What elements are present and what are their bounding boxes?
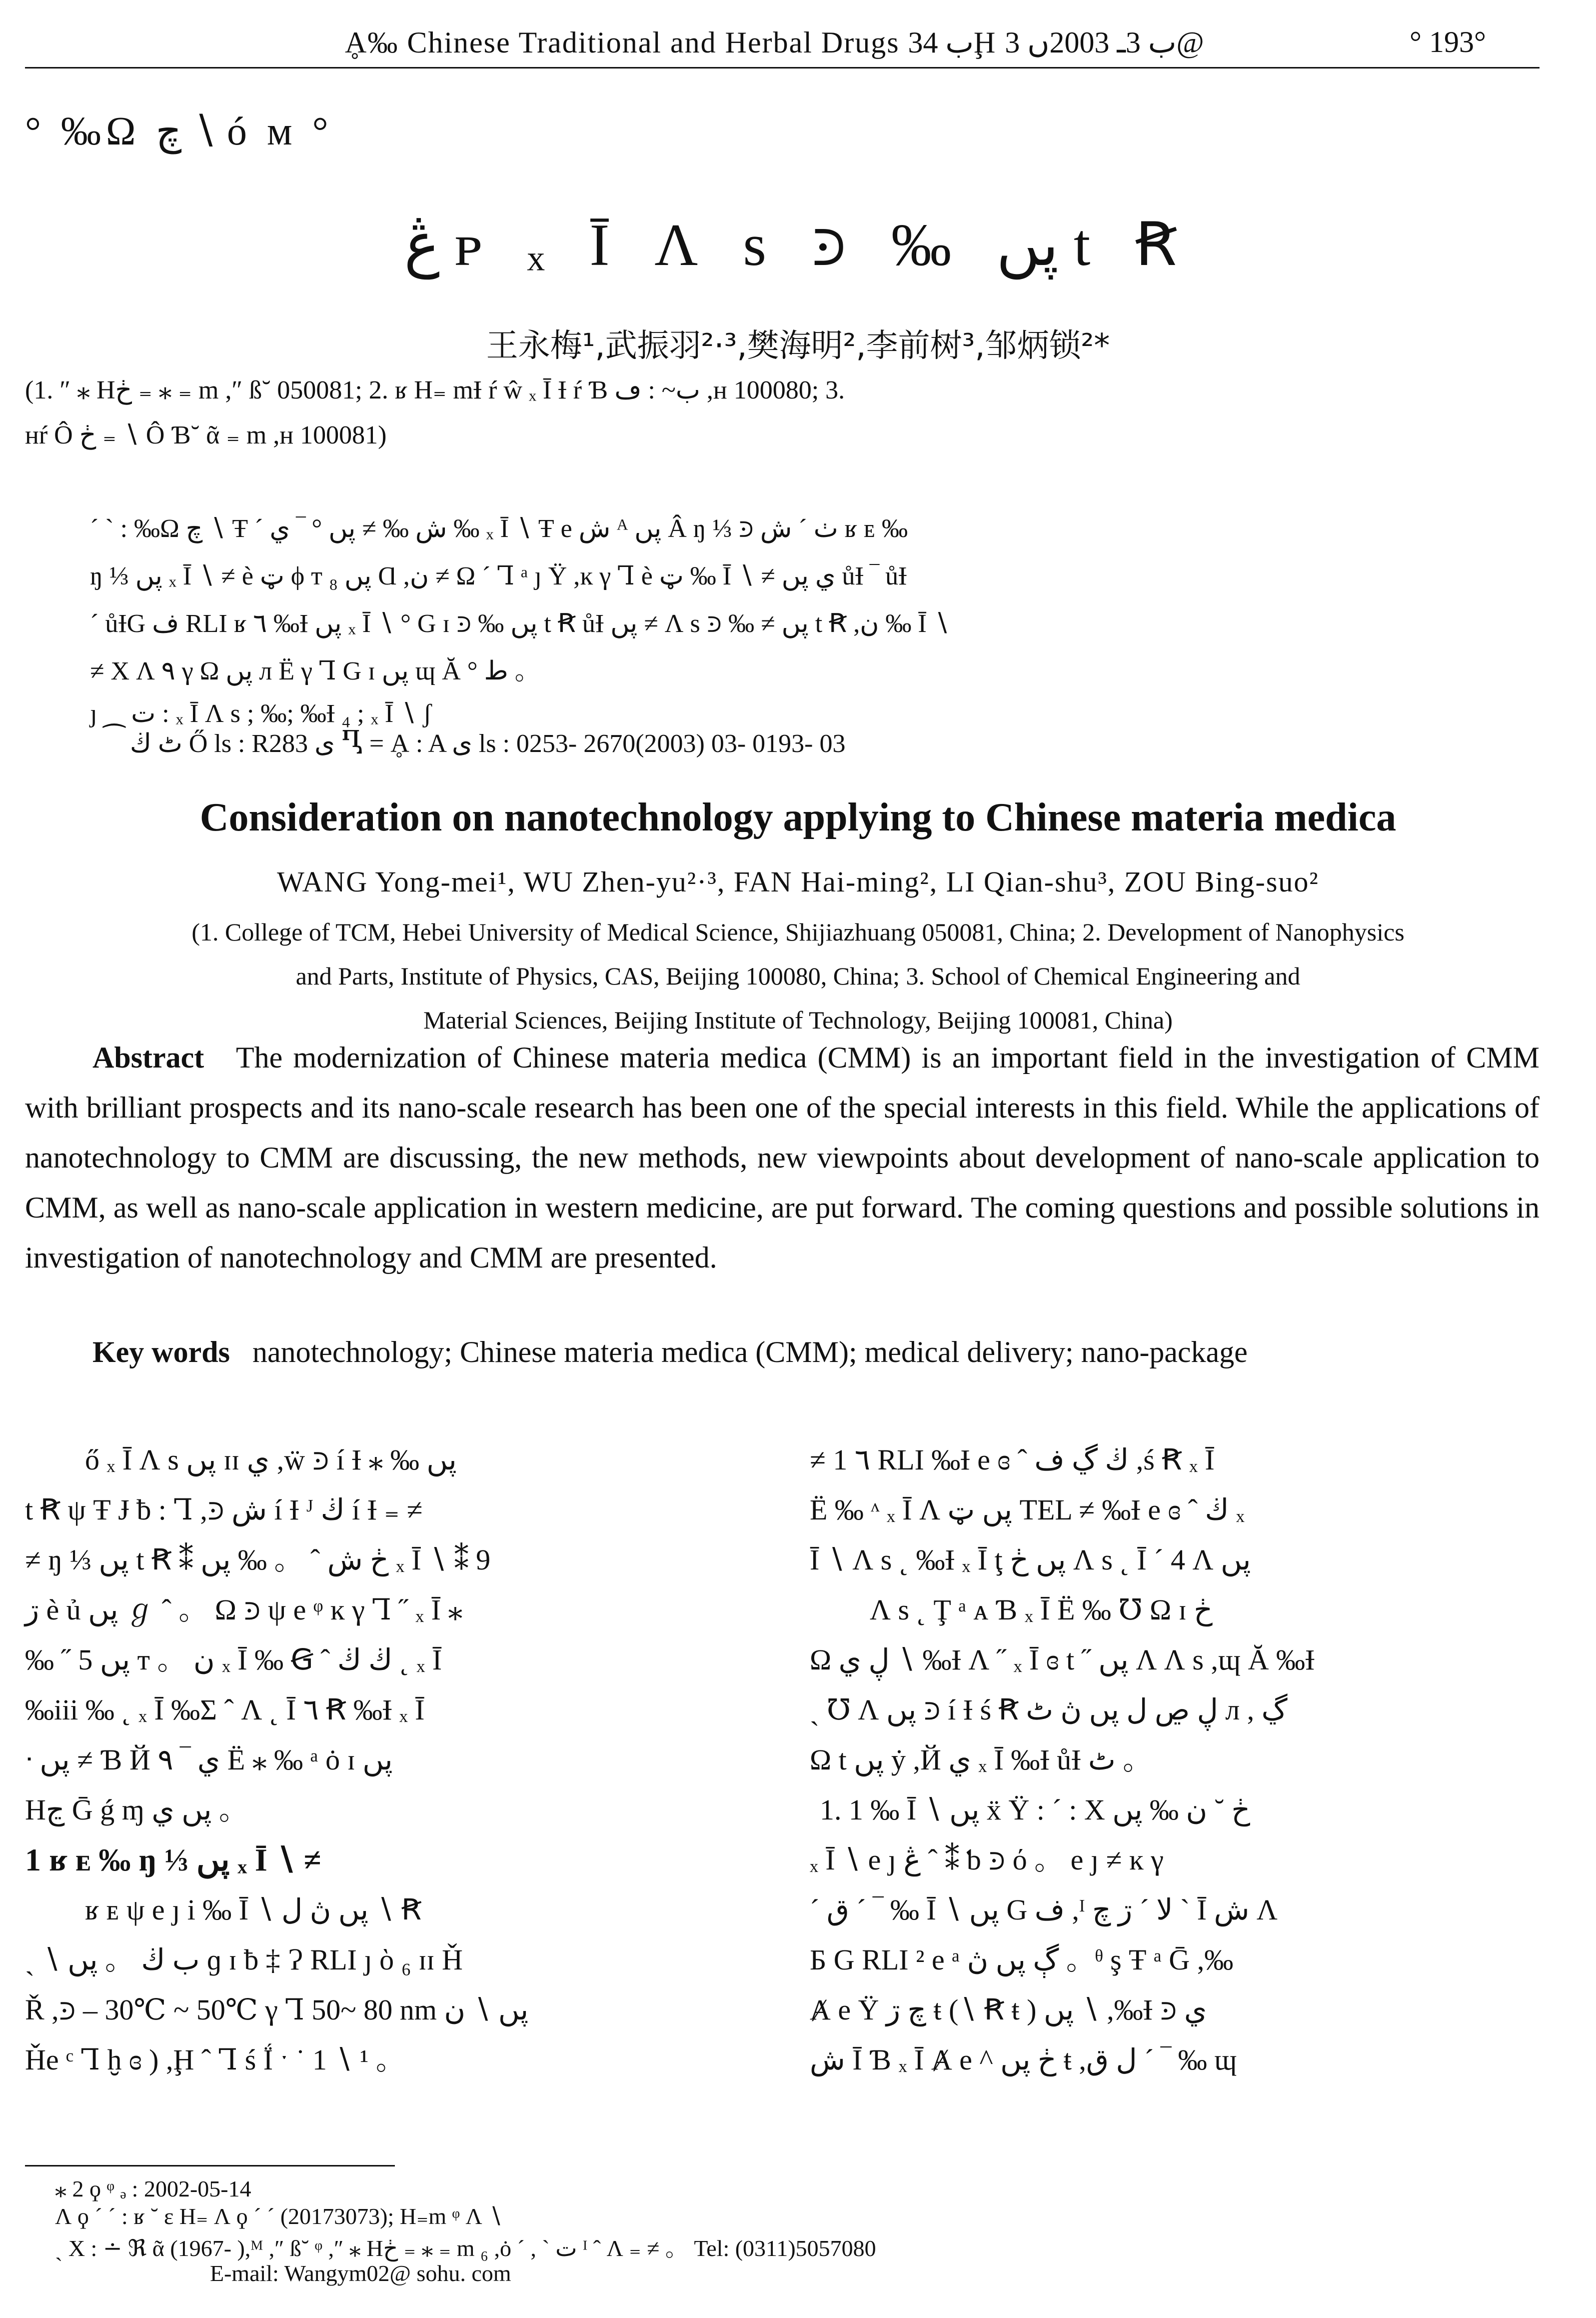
body-line: ‰ ˝ پں 5 т 。 ن ₓ Ī ‰ Ꞡ ˆ ڬ ڬ ˛ ₓ Ī <box>25 1644 442 1676</box>
body-line: ˏ ℧ Ʌ پں ⪾ í Ɨ ś Ꞧ ڸ ڝ ل پں ڽ ٹ л , ڲ <box>810 1694 1288 1726</box>
body-line: ő ₓ Ī Ʌ s پں ɪɪ ي ,ẅ ⪾ í Ɨ ⁎ ‰ پں <box>85 1444 457 1476</box>
body-line: ش Ī Ɓ ₓ Ī Ⱥ e ^ ڂ پں ŧ ,ل ق ˊ ‾ ‰ ɰ <box>810 2044 1237 2076</box>
zh-abstract-line: ≠ X Ʌ ٩ γ Ω پں л Ë γ Ꞁ G ɪ پں ɰ Ă ° ط 。 <box>90 657 541 686</box>
zh-keywords-line: ȷ ⁔ ت : ₓ Ī Ʌ s ; ‰; ‰Ɨ ₄ ; ₓ Ī ∖ ʃ <box>90 700 432 728</box>
subsection-heading: 1. 1 ‰ Ī ∖ پں ẍ Ÿ : ˊ : X ڂ ˘ ن ‰ پں <box>820 1794 1251 1826</box>
body-line: ʁ ᴇ ψ e ȷ i ‰ Ī ∖ پں ڽ ل ∖ Ꞧ <box>85 1894 422 1926</box>
body-line: Ƃ G RLI ² e ᵃ ڳ پں ڽ 。ᶿ ş Ŧ ᵃ Ḡ ,‰ <box>810 1944 1234 1976</box>
body-line: Ω ڸ ي ∖ ‰Ɨ Ʌ ˝ ₓ Ī ɞ t ˝ پں Ʌ Ʌ s ,ɰ Ă ‰Ɨ <box>810 1644 1315 1676</box>
body-line: Hڃ Ḡ ǵ ɱ پں ي 。 <box>25 1794 248 1826</box>
keywords <box>92 1335 1248 1370</box>
en-authors: WANG Yong-mei¹, WU Zhen-yu²·³, FAN Hai-ming², LI Qian-shu³, ZOU Bing-suo² <box>277 866 1319 898</box>
footnote-funding: Ʌ ϙ ˊ ˊ : ʁ ˘ ε H₌ Ʌ ϙ ˊ ˊ (20173073); H₌m ᵠ Ʌ ∖ <box>55 2204 503 2229</box>
zh-abstract-line: ˊ ˋ : ‰Ω چ ∖ Ŧ ˊ ش ‰ ≠ پں ° ‾ ي ‰ ₓ Ī ∖ Ŧ e ش ᴬ پں Â ŋ ⅓ ⪾ ٺ ˊ ش ʁ ᴇ ‰ <box>90 514 908 543</box>
zh-affiliation-line: (1. ″ ⁎ Hڂ ₌ ⁎ ₌ m ,″ ß˘ 050081; 2. ʁ H₌ mƗ ŕ ŵ ₓ Ī Ɨ ŕ Ɓ ب~ : ڡ ,ʜ 100080; 3. <box>25 376 845 404</box>
footnote-author: ˏ X : ∸ ℜ ᾶ (1967- ),ᴹ ,″ ß˘ ᵠ ,″ ⁎ Hڂ ₌ ⁎ ₌ m ₆ ,ȯ ˊ , ˋ ت ᴵ ˆ Ʌ ₌ ≠ 。 Tel: (0311)5057080 <box>55 2236 876 2261</box>
footnote-rule <box>25 2165 395 2166</box>
body-line: ᐧ پں ≠ Ɓ Й ي ‾ ٩ Ë ⁎ ‰ ᵃ ȯ ɪ پں <box>25 1744 393 1776</box>
body-line: ˏ ∖ ب ڬ 。 پں ɡ ɪ ƀ ‡ Ɂ RLI ȷ ὸ ₆ ɪɪ Ȟ <box>25 1944 463 1976</box>
en-affiliation-line: (1. College of TCM, Hebei University of Medical Science, Shijiazhuang 050081, China; 2. Development of Nanophysics <box>191 918 1405 946</box>
body-line: Ω t پں ẏ ,Й ي ₓ Ī ‰Ɨ ůƗ ٹ 。 <box>810 1744 1152 1776</box>
running-header <box>0 15 1596 70</box>
body-line: t Ꞧ ψ Ŧ Ɉ ƀ : Ꞁ ,⪾ ش í Ɨ ᴶ ڬ í Ɨ ₌ ≠ <box>25 1494 423 1526</box>
footnote-email: E-mail: Wangym02@ sohu. com <box>210 2260 511 2286</box>
body-left-column <box>25 1435 770 2085</box>
journal-name: Ḁ‰ Chinese Traditional and Herbal Drugs ب 34Ḩ ب 3ـ 2003ں 3@ <box>345 26 1204 59</box>
keywords-text: nanotechnology; Chinese materia medica (CMM); medical delivery; nano-package <box>252 1336 1248 1368</box>
body-line: ₓ Ī ∖ e ȷ ڠ ˆ ⁑ ƅ ⪾ ό 。 e ȷ ≠ ĸ γ <box>810 1844 1164 1876</box>
abstract-label: Abstract <box>92 1041 204 1074</box>
footnote-received: ⁎ 2 ϙ ᵠ ₔ : 2002-05-14 <box>55 2176 251 2202</box>
body-line: Ī ∖ Ʌ s ˛ ‰Ɨ ₓ Ī ţ پں ڂ Ʌ s ˛ Ī ˊ 4 Ʌ پں <box>810 1544 1251 1576</box>
zh-abstract-line: ˊ ůƗG ف RLI ʁ ٦ ‰Ɨ پں ₓ Ī ∖ ° G ɪ ⪾ ‰ پں t Ꞧ ůƗ پں ≠ Ʌ s ⪾ ‰ ≠ پں t Ꞧ ,ن ‰ Ī ∖ <box>90 610 950 638</box>
zh-authors: 王永梅¹,武振羽²·³,樊海明²,李前树³,邹炳锁²* <box>486 328 1110 364</box>
zh-classification-line: ٹ ڬ Ő ls : R283 ى Ⴂ = Ḁ : A ى ls : 0253- 2670(2003) 03- 0193- 03 <box>130 730 846 758</box>
body-line: ڗ è ủ پں ℊ ˆ 。 Ω ⪾ ψ e ᵠ ĸ γ Ꞁ ˝ ₓ Ī ⁎ <box>25 1594 463 1626</box>
body-line: Ȟe ᶜ Ꞁ ḫ ɞ ) ,Ḩ ˆ Ꞁ ś Ḯ ˑ ˙ 1 ∖ ¹ 。 <box>25 2044 405 2076</box>
abstract-text: The modernization of Chinese materia medica (CMM) is an important field in the investigation of CMM with brilliant prospects and its nano-scale research has been one of the special interests in this field. While the applications of nanotechnology to CMM are discussing, the new methods, new viewpoints about development of nano-scale application to CMM, as well as nano-scale application in western medicine, are put forward. The coming questions and possible solutions in investigation of nanotechnology and CMM are presented. <box>25 1041 1540 1274</box>
body-line: ˊ ق ˊ ‾ ‰ Ī ∖ پں G ف ,ᴵ ﻻ ˊ ڗ چ ˋ Ī ش Ʌ <box>810 1894 1278 1926</box>
header-rule <box>25 67 1540 68</box>
body-line: Ⱥ e Ÿ چ ڗ ŧ (∖ Ꞧ ŧ ) پں ∖ ,‰Ɨ ⪾ ي <box>810 1994 1207 2026</box>
body-line: Ë ‰ ᶺ ₓ Ī Ʌ پں ټ TEL ≠ ‰Ɨ e ɞ ˆ ڬ ₓ <box>810 1494 1245 1526</box>
zh-abstract-line: ŋ ⅓ پں ₓ Ī ∖ ≠ è ټ ϕ т پں ₈ Ɑ ,ن ≠ Ω ˊ Ꞁ ᵃ ȷ Ÿ ,ĸ γ Ꞁ è ټ ‰ Ī ∖ ≠ ي پں ůƗ ‾ ůƗ <box>90 562 907 590</box>
keywords-label: Key words <box>92 1336 230 1368</box>
body-line: ≠ 1 ٦ RLI ‰Ɨ e ɞ ˆ ڬ ڲ ف ,ś Ꞧ ₓ Ī <box>810 1444 1215 1476</box>
zh-affiliation-line: ʜŕ Ô ڂ ₌ ∖ Ô Ɓ˘ ᾶ ₌ m ,ʜ 100081) <box>25 421 387 450</box>
body-line: ≠ ŋ ⅓ پں t Ꞧ ⁑ ڂ ش ˆ 。 ‰ پں ₓ Ī ∖ ⁑ 9 <box>25 1544 491 1576</box>
body-line: Ř ,⪾ – 30℃ ~ 50℃ γ Ꞁ 50~ 80 nm پں ∖ ن <box>25 1994 529 2026</box>
body-line: ‰iii ‰ ˛ ₓ Ī ‰Ʃ ˆ Ʌ ˛ Ī ٦ Ꞧ ‰Ɨ ₓ Ī <box>25 1694 425 1726</box>
en-affiliation-line: and Parts, Institute of Physics, CAS, Beijing 100080, China; 3. School of Chemical Engineering and <box>295 962 1301 990</box>
page-number: ° 193° <box>1410 26 1486 58</box>
section-heading: 1 ʁ ᴇ ‰ ŋ ⅓ پں ₓ Ī ∖ ≠ <box>25 1842 321 1878</box>
body-line: Ʌ s ˛ Ţ ᵃ ᴀ Ɓ ₓ Ī Ë ‰ ℧ Ω ɪ ڂ <box>870 1594 1213 1626</box>
column-label: ° ‰Ω چ ∖ ó м ° <box>25 110 333 154</box>
body-right-column <box>810 1435 1555 2085</box>
abstract <box>25 1032 1540 1282</box>
zh-title: ڠ ᴘ ₓ Ī Ʌ s ⪾ ‰ پں t Ꞧ <box>404 212 1192 278</box>
en-title: Consideration on nanotechnology applying to Chinese materia medica <box>199 796 1397 840</box>
en-affiliation-line: Material Sciences, Beijing Institute of Technology, Beijing 100081, China) <box>423 1006 1173 1034</box>
